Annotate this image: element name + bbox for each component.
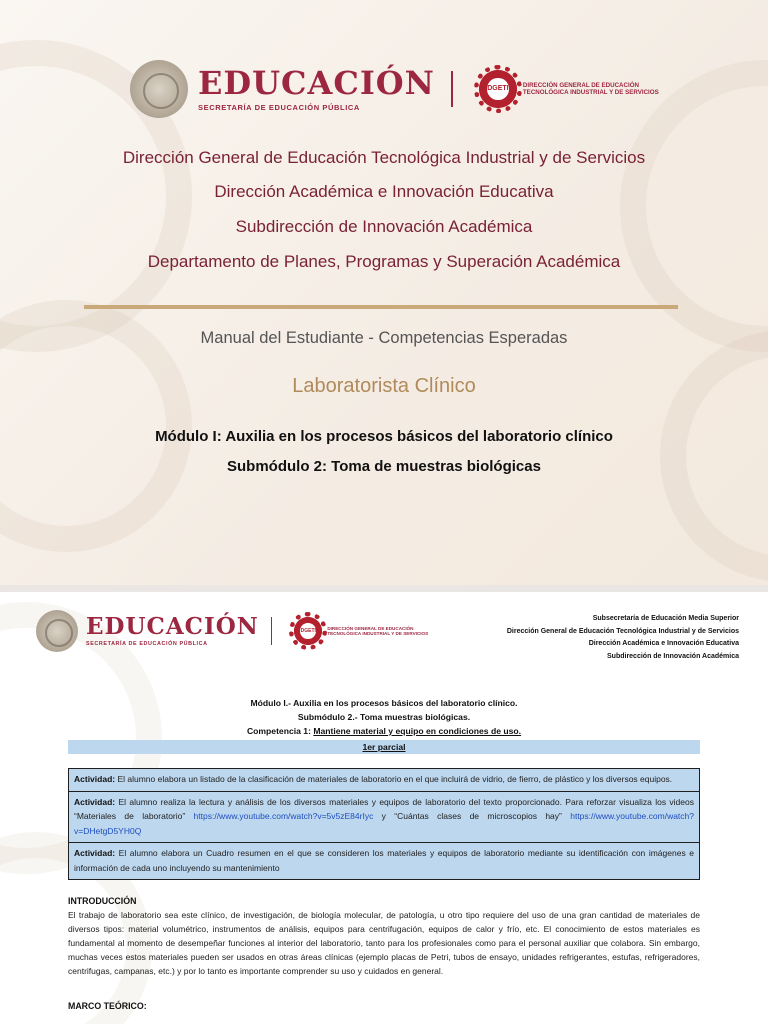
video-link[interactable]: https://www.youtube.com/watch?v=5v5zE84rIyc	[193, 811, 374, 821]
page-header-logos	[36, 610, 428, 652]
activity-text: y “Cuántas clases de microscopios hay”	[373, 811, 571, 821]
table-row	[69, 769, 700, 792]
education-title: EDUCACIÓN	[198, 63, 435, 102]
logo-divider	[451, 71, 453, 107]
sep-logo	[86, 615, 259, 647]
module-line: Módulo I.- Auxilia en los procesos básicos del laboratorio clínico.	[250, 698, 518, 708]
logo-divider	[271, 617, 273, 645]
cover-header-logos	[130, 60, 659, 118]
career-title: Laboratorista Clínico	[292, 375, 476, 397]
directorate-line: Subdirección de Innovación Académica	[235, 217, 533, 236]
dgeti-line-1: DIRECCIÓN GENERAL DE EDUCACIÓN	[327, 625, 414, 631]
activity-text: El alumno elabora un listado de la clasificación de materiales de laboratorio en el que incluirá de vidrio, de fierro, de plástico y los diversos equipos.	[117, 774, 673, 784]
video-link[interactable]: https://www.youtube.com/watch?v=DHetgD5YH0Q	[74, 811, 694, 836]
watermark-pattern	[660, 330, 768, 582]
dgeti-line-2: TECNOLÓGICA INDUSTRIAL Y DE SERVICIOS	[522, 89, 659, 96]
dgeti-logo-text: DGETI	[300, 623, 316, 639]
dgeti-gear-icon	[294, 617, 322, 645]
mexico-seal-icon	[36, 610, 78, 652]
mexico-seal-icon	[130, 60, 188, 118]
education-subtitle: SECRETARÍA DE EDUCACIÓN PÚBLICA	[86, 641, 208, 647]
intro-heading: INTRODUCCIÓN	[68, 896, 137, 906]
competencia-line: Competencia 1: Mantiene material y equipo en condiciones de uso.	[246, 726, 522, 736]
directorate-line: Dirección Académica e Innovación Educativa	[214, 182, 554, 201]
activity-label: Actividad:	[74, 848, 116, 858]
institution-header	[507, 613, 739, 663]
activity-text: El alumno elabora un Cuadro resumen en el que se consideren los materiales y equipos de laboratorio mediante su identificación con imágenes e información de cada uno incluyendo su mantenimiento	[74, 848, 694, 873]
institution-line: Subsecretaría de Educación Media Superior	[592, 615, 739, 622]
education-subtitle: SECRETARÍA DE EDUCACIÓN PÚBLICA	[198, 102, 360, 112]
activity-cell	[69, 791, 700, 843]
activity-cell	[69, 843, 700, 880]
activity-cell	[69, 769, 700, 792]
competencia-label: Competencia 1	[246, 726, 309, 736]
activity-label: Actividad:	[74, 796, 116, 807]
sep-logo	[198, 63, 435, 112]
content-page	[0, 592, 768, 1024]
table-row	[69, 843, 700, 880]
module-title: Módulo I: Auxilia en los procesos básicos del laboratorio clínico	[155, 428, 613, 445]
marco-heading: MARCO TEÓRICO:	[68, 1001, 147, 1011]
intro-paragraph: El trabajo de laboratorio sea este clínico, de investigación, de biología molecular, de patología, u otro tipo requiere del uso de una gran cantidad de materiales de diversos tipos: material volumétrico, instrumentos de análisis, equipos para centrifugación, equipos de calor y frío, etc. El conocimiento de estos materiales es fundamental al momento de desempeñar funciones al interior del laboratorio, tanto para los profesionales como para el personal auxiliar que colabora. Sin embargo, muchas veces estos materiales pueden ser usados en otras áreas clínicas (ejemplo placas de Petri, tubos de ensayo, unidades refrigerantes, estufas, refrigeradores, centrifugas, campanas, etc.) y por lo tanto es importante comprender su uso y cuidados en general.	[68, 910, 700, 976]
institution-line: Subdirección de Innovación Académica	[607, 652, 739, 660]
dgeti-name	[523, 82, 659, 96]
dgeti-logo-text: DGETI	[487, 78, 508, 99]
dgeti-name	[327, 626, 428, 637]
activity-text: El alumno realiza la lectura y análisis de los diversos materiales y equipos de laboratorio del texto proporcionado. Para reforzar visualiza los videos “Materiales de laboratorio”	[74, 796, 694, 821]
activities-table	[68, 768, 700, 880]
activity-label: Actividad:	[74, 774, 116, 784]
competencia-text: Mantiene material y equipo en condiciones de uso.	[313, 726, 522, 736]
submodule-title: Submódulo 2: Toma de muestras biológicas	[227, 458, 541, 475]
directorate-line: Dirección General de Educación Tecnológica Industrial y de Servicios	[122, 148, 646, 167]
gold-divider	[84, 305, 678, 309]
parcial-bar: 1er parcial	[68, 740, 700, 754]
manual-title: Manual del Estudiante - Competencias Esperadas	[200, 329, 568, 347]
table-row	[69, 791, 700, 843]
institution-line: Dirección General de Educación Tecnológica Industrial y de Servicios	[506, 627, 739, 635]
education-title: EDUCACIÓN	[86, 613, 259, 640]
dgeti-line-2: TECNOLÓGICA INDUSTRIAL Y DE SERVICIOS	[327, 631, 429, 636]
directorate-line: Departamento de Planes, Programas y Superación Académica	[147, 252, 621, 271]
institution-line: Dirección Académica e Innovación Educativa	[588, 640, 739, 647]
submodule-line: Submódulo 2.- Toma muestras biológicas.	[297, 712, 471, 722]
dgeti-gear-icon	[479, 70, 517, 108]
dgeti-line-1: DIRECCIÓN GENERAL DE EDUCACIÓN	[522, 81, 639, 89]
